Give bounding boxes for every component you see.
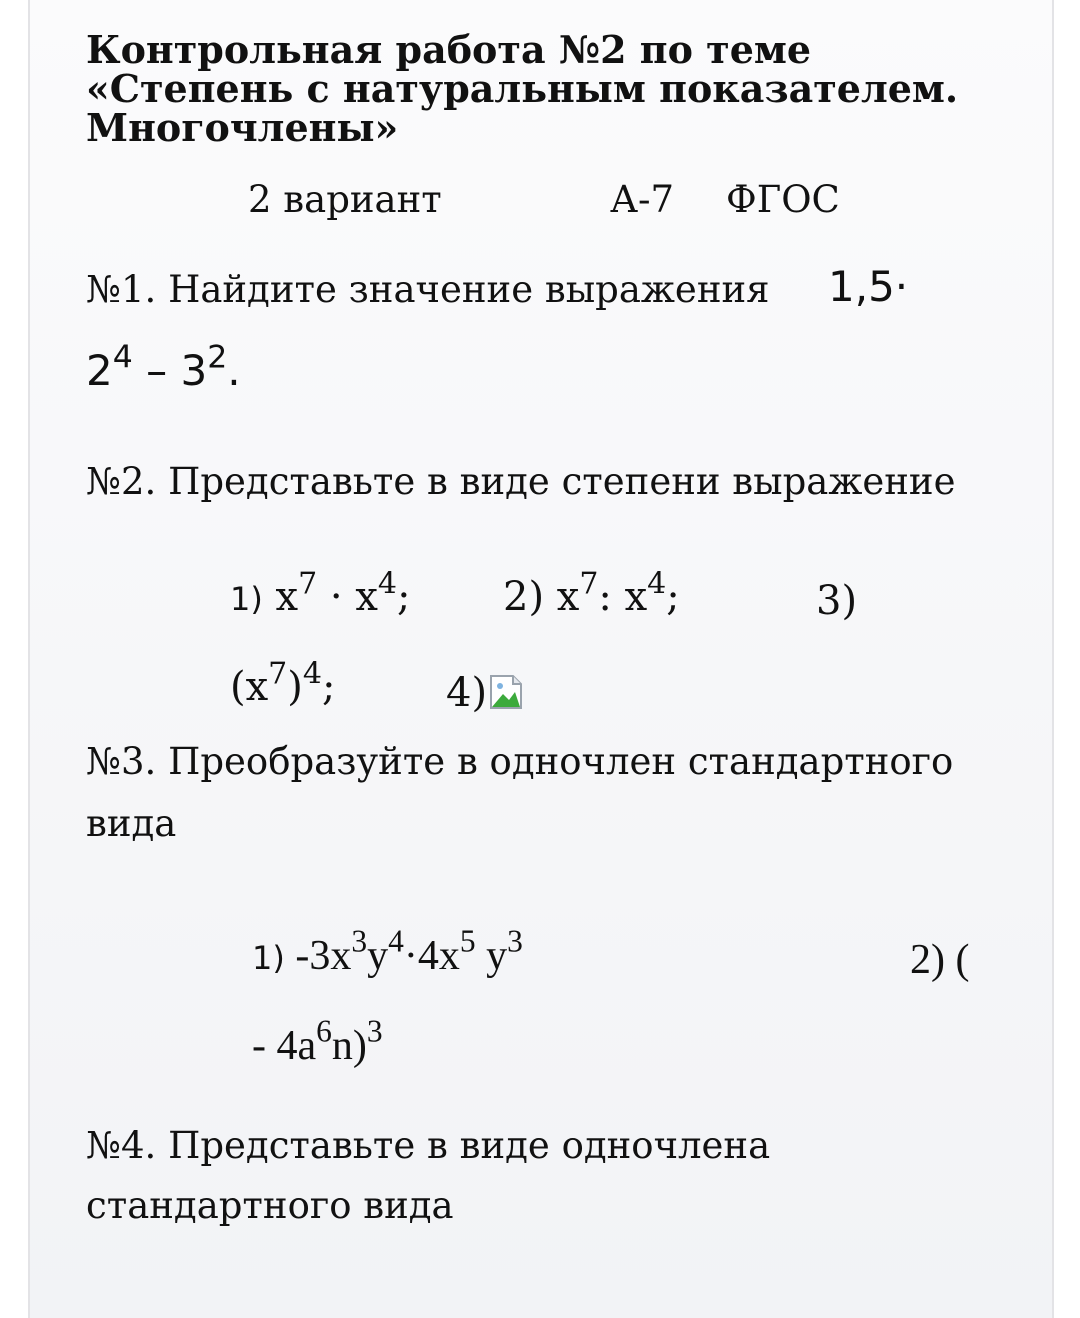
task2-item3: $(x^7)^4$; — [230, 656, 336, 710]
task3-item1: 1) $-3x^3y^4\cdot 4x^5$ $y^3$ — [252, 923, 523, 979]
grade-label: А-7 — [610, 178, 675, 221]
document-page — [28, 0, 1054, 1318]
task2-label: №2. Представьте в виде степени выражение — [86, 460, 956, 503]
task2-item1: 1) $x^7 \cdot x^4$; — [230, 566, 411, 620]
task2-item2: 2) $x^7$: $x^4$; — [503, 566, 680, 620]
task1-label: №1. Найдите значение выражения — [86, 268, 770, 311]
task3-item2: - $4a^6n)^3$ — [252, 1013, 383, 1069]
task4-label-line2: стандартного вида — [86, 1184, 454, 1227]
task1-expression: $2^4 - 3^2$. — [86, 339, 241, 395]
broken-image-icon — [487, 672, 527, 712]
standard-label: ФГОС — [726, 178, 840, 221]
task4-label: №4. Представьте в виде одночлена — [86, 1124, 771, 1167]
task2-item4: 4) — [446, 670, 527, 716]
page-title: Контрольная работа №2 по теме «Степень с натуральным показателем. Многочлены» — [86, 27, 959, 150]
task3-label-line2: вида — [86, 802, 177, 845]
task1-coefficient: 1,5· — [828, 262, 909, 311]
variant-label: 2 вариант — [248, 178, 442, 221]
task3-item2-label: 2) ( — [910, 937, 970, 983]
task3-label: №3. Преобразуйте в одночлен стандартного — [86, 740, 954, 783]
task2-item3-label: 3) — [816, 578, 858, 624]
